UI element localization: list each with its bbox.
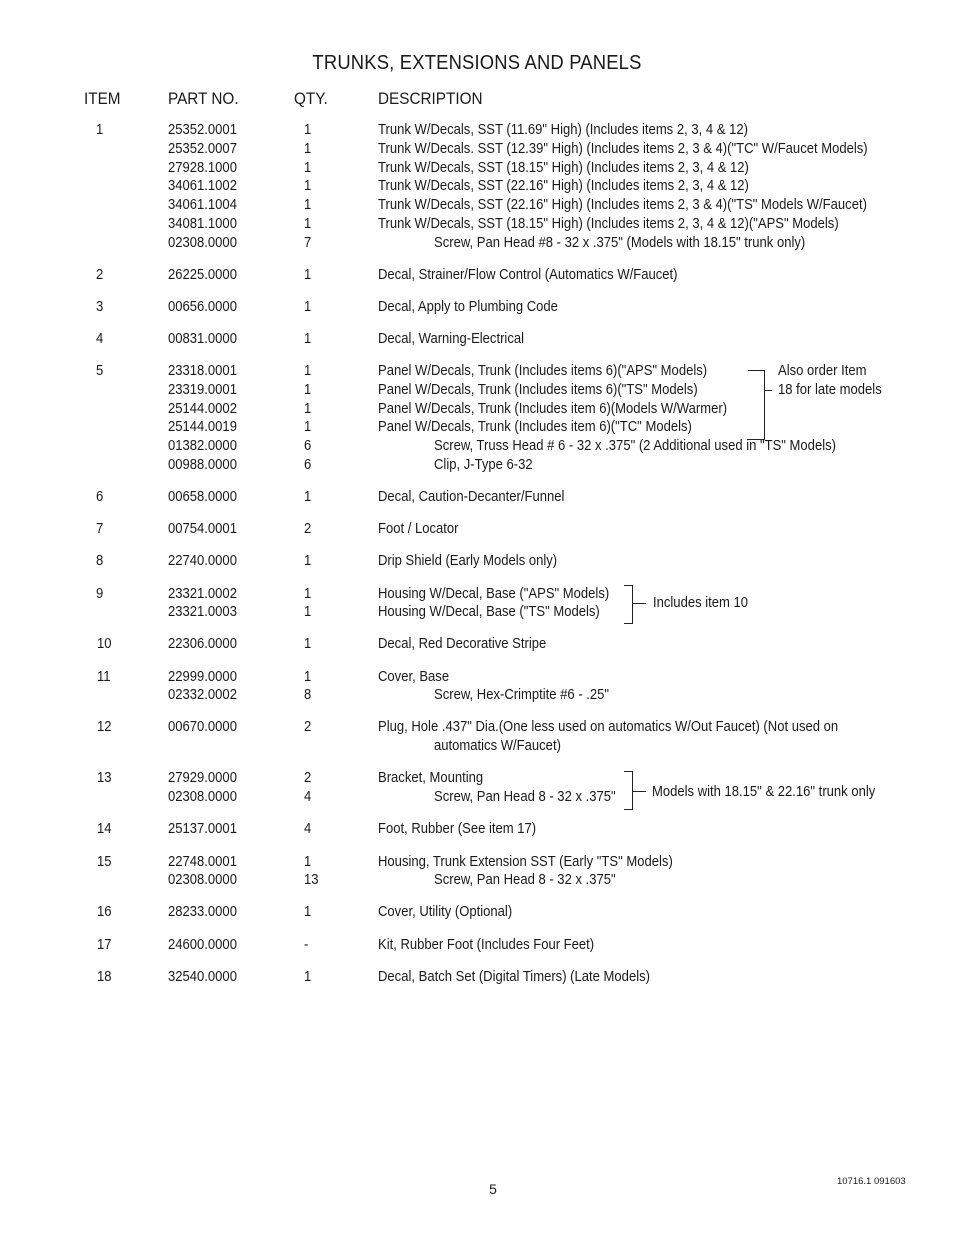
quantity: 1	[304, 160, 312, 176]
quantity: 1	[304, 363, 312, 379]
part-number: 32540.0000	[168, 969, 237, 985]
part-number: 00670.0000	[168, 719, 237, 735]
part-number: 00754.0001	[168, 521, 237, 537]
description: Decal, Strainer/Flow Control (Automatics W/Faucet)	[378, 267, 678, 283]
item-number: 17	[97, 937, 112, 953]
part-number: 02332.0002	[168, 687, 237, 703]
description: Plug, Hole .437" Dia.(One less used on automatics W/Out Faucet) (Not used on	[378, 719, 839, 735]
part-number: 00988.0000	[168, 457, 237, 473]
quantity: 2	[304, 521, 312, 537]
part-number: 25137.0001	[168, 821, 237, 837]
page-title: TRUNKS, EXTENSIONS AND PANELS	[312, 52, 642, 74]
quantity: 1	[304, 331, 312, 347]
description: Housing W/Decal, Base ("APS" Models)	[378, 586, 610, 602]
item-number: 18	[97, 969, 112, 985]
description: Trunk W/Decals, SST (18.15" High) (Includes items 2, 3, 4 & 12)("APS" Models)	[378, 216, 839, 232]
quantity: 1	[304, 604, 312, 620]
part-number: 26225.0000	[168, 267, 237, 283]
description: Panel W/Decals, Trunk (Includes items 6)("TS" Models)	[378, 382, 698, 398]
part-number: 22306.0000	[168, 636, 237, 652]
page-number: 5	[489, 1181, 497, 1197]
quantity: 2	[304, 719, 312, 735]
item5-note-line1: Also order Item	[778, 363, 867, 379]
quantity: 1	[304, 267, 312, 283]
quantity: 1	[304, 197, 312, 213]
quantity: -	[304, 937, 309, 953]
item-number: 13	[97, 770, 112, 786]
quantity: 2	[304, 770, 312, 786]
item9-bracket	[624, 585, 633, 624]
item5-bracket-tick	[764, 390, 772, 391]
quantity: 1	[304, 401, 312, 417]
item-number: 3	[96, 299, 104, 315]
description: Trunk W/Decals, SST (22.16" High) (Includes items 2, 3 & 4)("TS" Models W/Faucet)	[378, 197, 867, 213]
part-number: 25352.0007	[168, 141, 237, 157]
description: Decal, Apply to Plumbing Code	[378, 299, 558, 315]
quantity: 7	[304, 235, 312, 251]
part-number: 25144.0002	[168, 401, 237, 417]
item13-bracket-tick	[632, 791, 646, 792]
item-number: 2	[96, 267, 104, 283]
part-number: 23321.0003	[168, 604, 237, 620]
item-number: 6	[96, 489, 104, 505]
quantity: 1	[304, 419, 312, 435]
part-number: 23319.0001	[168, 382, 237, 398]
description: Kit, Rubber Foot (Includes Four Feet)	[378, 937, 595, 953]
quantity: 6	[304, 457, 312, 473]
item-number: 12	[97, 719, 112, 735]
part-number: 22748.0001	[168, 854, 237, 870]
header-part-no: PART NO.	[168, 89, 239, 108]
part-number: 22999.0000	[168, 669, 237, 685]
quantity: 4	[304, 789, 312, 805]
header-item: ITEM	[84, 89, 121, 108]
quantity: 13	[304, 872, 319, 888]
quantity: 1	[304, 141, 312, 157]
description: Trunk W/Decals, SST (22.16" High) (Includes items 2, 3, 4 & 12)	[378, 178, 749, 194]
item-number: 5	[96, 363, 104, 379]
description: Drip Shield (Early Models only)	[378, 553, 558, 569]
description: Decal, Caution-Decanter/Funnel	[378, 489, 565, 505]
description: Housing, Trunk Extension SST (Early "TS" Models)	[378, 854, 673, 870]
description: automatics W/Faucet)	[434, 738, 561, 754]
part-number: 02308.0000	[168, 235, 237, 251]
part-number: 23321.0002	[168, 586, 237, 602]
part-number: 27928.1000	[168, 160, 237, 176]
item-number: 4	[96, 331, 104, 347]
item9-note: Includes item 10	[653, 595, 749, 611]
part-number: 00658.0000	[168, 489, 237, 505]
item-number: 14	[97, 821, 112, 837]
description: Decal, Batch Set (Digital Timers) (Late Models)	[378, 969, 650, 985]
part-number: 34081.1000	[168, 216, 237, 232]
description: Decal, Red Decorative Stripe	[378, 636, 547, 652]
quantity: 1	[304, 122, 312, 138]
description: Cover, Utility (Optional)	[378, 904, 513, 920]
quantity: 1	[304, 636, 312, 652]
description: Screw, Pan Head #8 - 32 x .375" (Models with 18.15" trunk only)	[434, 235, 806, 251]
part-number: 27929.0000	[168, 770, 237, 786]
description: Trunk W/Decals. SST (12.39" High) (Includes items 2, 3 & 4)("TC" W/Faucet Models)	[378, 141, 868, 157]
item-number: 8	[96, 553, 104, 569]
part-number: 01382.0000	[168, 438, 237, 454]
description: Panel W/Decals, Trunk (Includes item 6)("TC" Models)	[378, 419, 692, 435]
quantity: 6	[304, 438, 312, 454]
description: Screw, Truss Head # 6 - 32 x .375" (2 Additional used in "TS" Models)	[434, 438, 836, 454]
part-number: 24600.0000	[168, 937, 237, 953]
part-number: 28233.0000	[168, 904, 237, 920]
description: Decal, Warning-Electrical	[378, 331, 525, 347]
quantity: 1	[304, 854, 312, 870]
description: Foot / Locator	[378, 521, 459, 537]
description: Cover, Base	[378, 669, 450, 685]
description: Screw, Pan Head 8 - 32 x .375"	[434, 872, 616, 888]
quantity: 1	[304, 489, 312, 505]
item-number: 7	[96, 521, 104, 537]
part-number: 25144.0019	[168, 419, 237, 435]
item-number: 16	[97, 904, 112, 920]
part-number: 34061.1002	[168, 178, 237, 194]
quantity: 1	[304, 382, 312, 398]
quantity: 4	[304, 821, 312, 837]
description: Panel W/Decals, Trunk (Includes items 6)("APS" Models)	[378, 363, 708, 379]
part-number: 00656.0000	[168, 299, 237, 315]
item-number: 10	[97, 636, 112, 652]
description: Clip, J-Type 6-32	[434, 457, 533, 473]
item-number: 9	[96, 586, 104, 602]
quantity: 1	[304, 904, 312, 920]
header-qty: QTY.	[294, 89, 328, 108]
description: Trunk W/Decals, SST (18.15" High) (Includes items 2, 3, 4 & 12)	[378, 160, 749, 176]
description: Foot, Rubber (See item 17)	[378, 821, 537, 837]
part-number: 23318.0001	[168, 363, 237, 379]
item9-bracket-tick	[632, 603, 646, 604]
quantity: 1	[304, 216, 312, 232]
item5-bracket	[748, 370, 765, 440]
quantity: 1	[304, 969, 312, 985]
quantity: 1	[304, 669, 312, 685]
quantity: 1	[304, 553, 312, 569]
quantity: 1	[304, 299, 312, 315]
part-number: 34061.1004	[168, 197, 237, 213]
item13-note: Models with 18.15" & 22.16" trunk only	[652, 784, 876, 800]
description: Housing W/Decal, Base ("TS" Models)	[378, 604, 600, 620]
item-number: 1	[96, 122, 104, 138]
item5-note-line2: 18 for late models	[778, 382, 882, 398]
part-number: 02308.0000	[168, 872, 237, 888]
quantity: 1	[304, 586, 312, 602]
quantity: 1	[304, 178, 312, 194]
part-number: 25352.0001	[168, 122, 237, 138]
part-number: 02308.0000	[168, 789, 237, 805]
item-number: 11	[97, 669, 111, 685]
description: Trunk W/Decals, SST (11.69" High) (Includes items 2, 3, 4 & 12)	[378, 122, 748, 138]
description: Screw, Hex-Crimptite #6 - .25"	[434, 687, 610, 703]
part-number: 00831.0000	[168, 331, 237, 347]
description: Panel W/Decals, Trunk (Includes item 6)(Models W/Warmer)	[378, 401, 728, 417]
header-description: DESCRIPTION	[378, 89, 483, 108]
quantity: 8	[304, 687, 312, 703]
item-number: 15	[97, 854, 112, 870]
description: Screw, Pan Head 8 - 32 x .375"	[434, 789, 616, 805]
document-code: 10716.1 091603	[837, 1176, 906, 1187]
part-number: 22740.0000	[168, 553, 237, 569]
description: Bracket, Mounting	[378, 770, 484, 786]
